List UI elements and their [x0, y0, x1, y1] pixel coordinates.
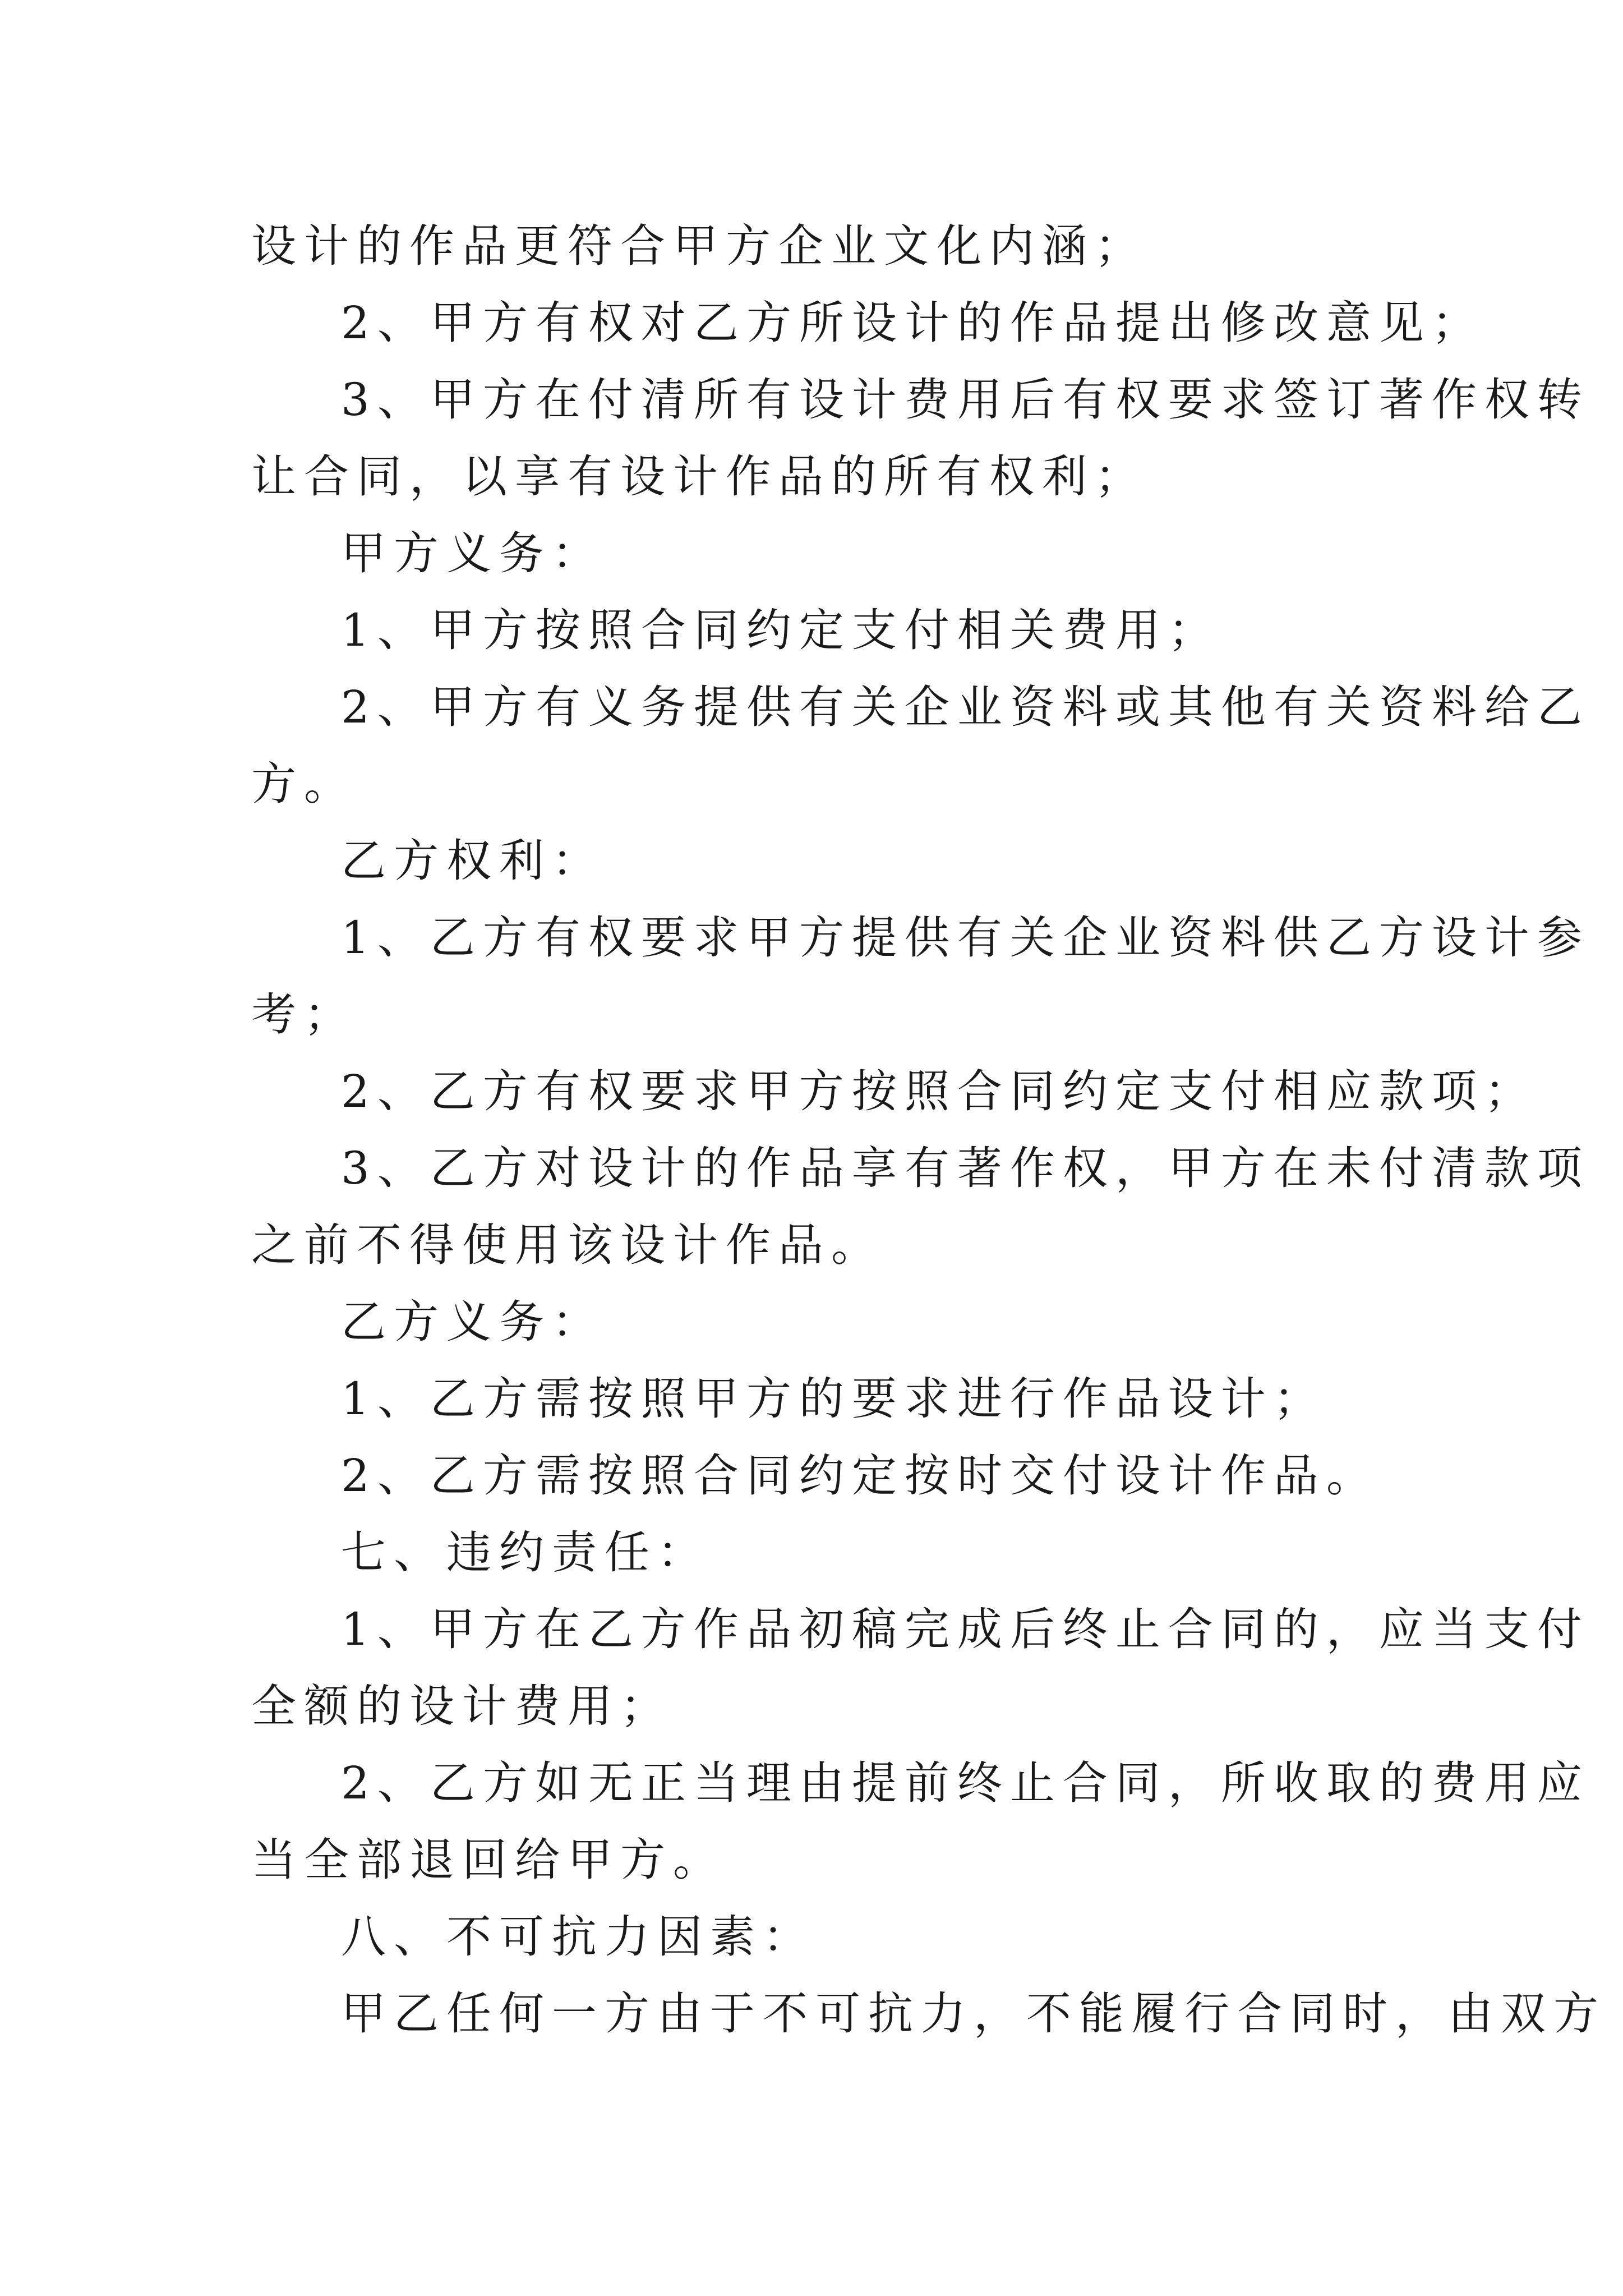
paragraph-line: 让合同，以享有设计作品的所有权利；	[251, 450, 1147, 503]
paragraph-line: 考；	[251, 988, 357, 1041]
paragraph-line: 乙方权利：	[341, 835, 605, 887]
paragraph	[251, 1283, 1390, 1360]
paragraph	[251, 284, 1484, 361]
paragraph-line: 之前不得使用该设计作品。	[251, 1219, 884, 1271]
paragraph-line: 全额的设计费用；	[251, 1680, 673, 1732]
paragraph	[251, 1898, 1390, 1975]
paragraph-line: 当全部退回给甲方。	[251, 1834, 726, 1886]
paragraph	[251, 1130, 1590, 1283]
paragraph-line: 2、乙方需按照合同约定按时交付设计作品。	[341, 1450, 1379, 1502]
paragraph-line: 八、不可抗力因素：	[341, 1911, 815, 1963]
paragraph-line: 1、乙方需按照甲方的要求进行作品设计；	[341, 1373, 1326, 1425]
paragraph	[251, 208, 1390, 284]
paragraph-line: 3、甲方在付清所有设计费用后有权要求签订著作权转	[341, 374, 1590, 426]
paragraph	[251, 515, 1390, 592]
paragraph-line: 乙方义务：	[341, 1296, 605, 1348]
paragraph	[251, 592, 1390, 669]
paragraph	[251, 1053, 1537, 1130]
paragraph-line: 设计的作品更符合甲方企业文化内涵；	[251, 220, 1147, 272]
paragraph	[251, 1975, 1606, 2052]
paragraph	[251, 1514, 1390, 1591]
document-body	[251, 208, 1606, 2052]
paragraph	[251, 669, 1590, 822]
paragraph	[251, 1360, 1390, 1437]
paragraph	[251, 1591, 1590, 1745]
paragraph-line: 1、乙方有权要求甲方提供有关企业资料供乙方设计参	[341, 912, 1590, 964]
paragraph-line: 七、违约责任：	[341, 1526, 710, 1579]
paragraph	[251, 1745, 1590, 1898]
paragraph-line: 2、乙方有权要求甲方按照合同约定支付相应款项；	[341, 1065, 1537, 1117]
paragraph-line: 1、甲方在乙方作品初稿完成后终止合同的，应当支付	[341, 1603, 1590, 1655]
paragraph-line: 2、甲方有义务提供有关企业资料或其他有关资料给乙	[341, 681, 1590, 733]
paragraph-line: 甲乙任何一方由于不可抗力，不能履行合同时，由双方	[341, 1987, 1606, 2040]
paragraph	[251, 822, 1390, 899]
paragraph	[251, 1437, 1390, 1514]
paragraph	[251, 361, 1590, 515]
paragraph-line: 甲方义务：	[341, 527, 605, 579]
paragraph-line: 1、甲方按照合同约定支付相关费用；	[341, 604, 1221, 656]
paragraph-line: 2、甲方有权对乙方所设计的作品提出修改意见；	[341, 297, 1484, 349]
paragraph-line: 方。	[251, 758, 357, 810]
paragraph-line: 2、乙方如无正当理由提前终止合同，所收取的费用应	[341, 1757, 1590, 1809]
paragraph	[251, 899, 1590, 1053]
paragraph-line: 3、乙方对设计的作品享有著作权，甲方在未付清款项	[341, 1142, 1590, 1194]
